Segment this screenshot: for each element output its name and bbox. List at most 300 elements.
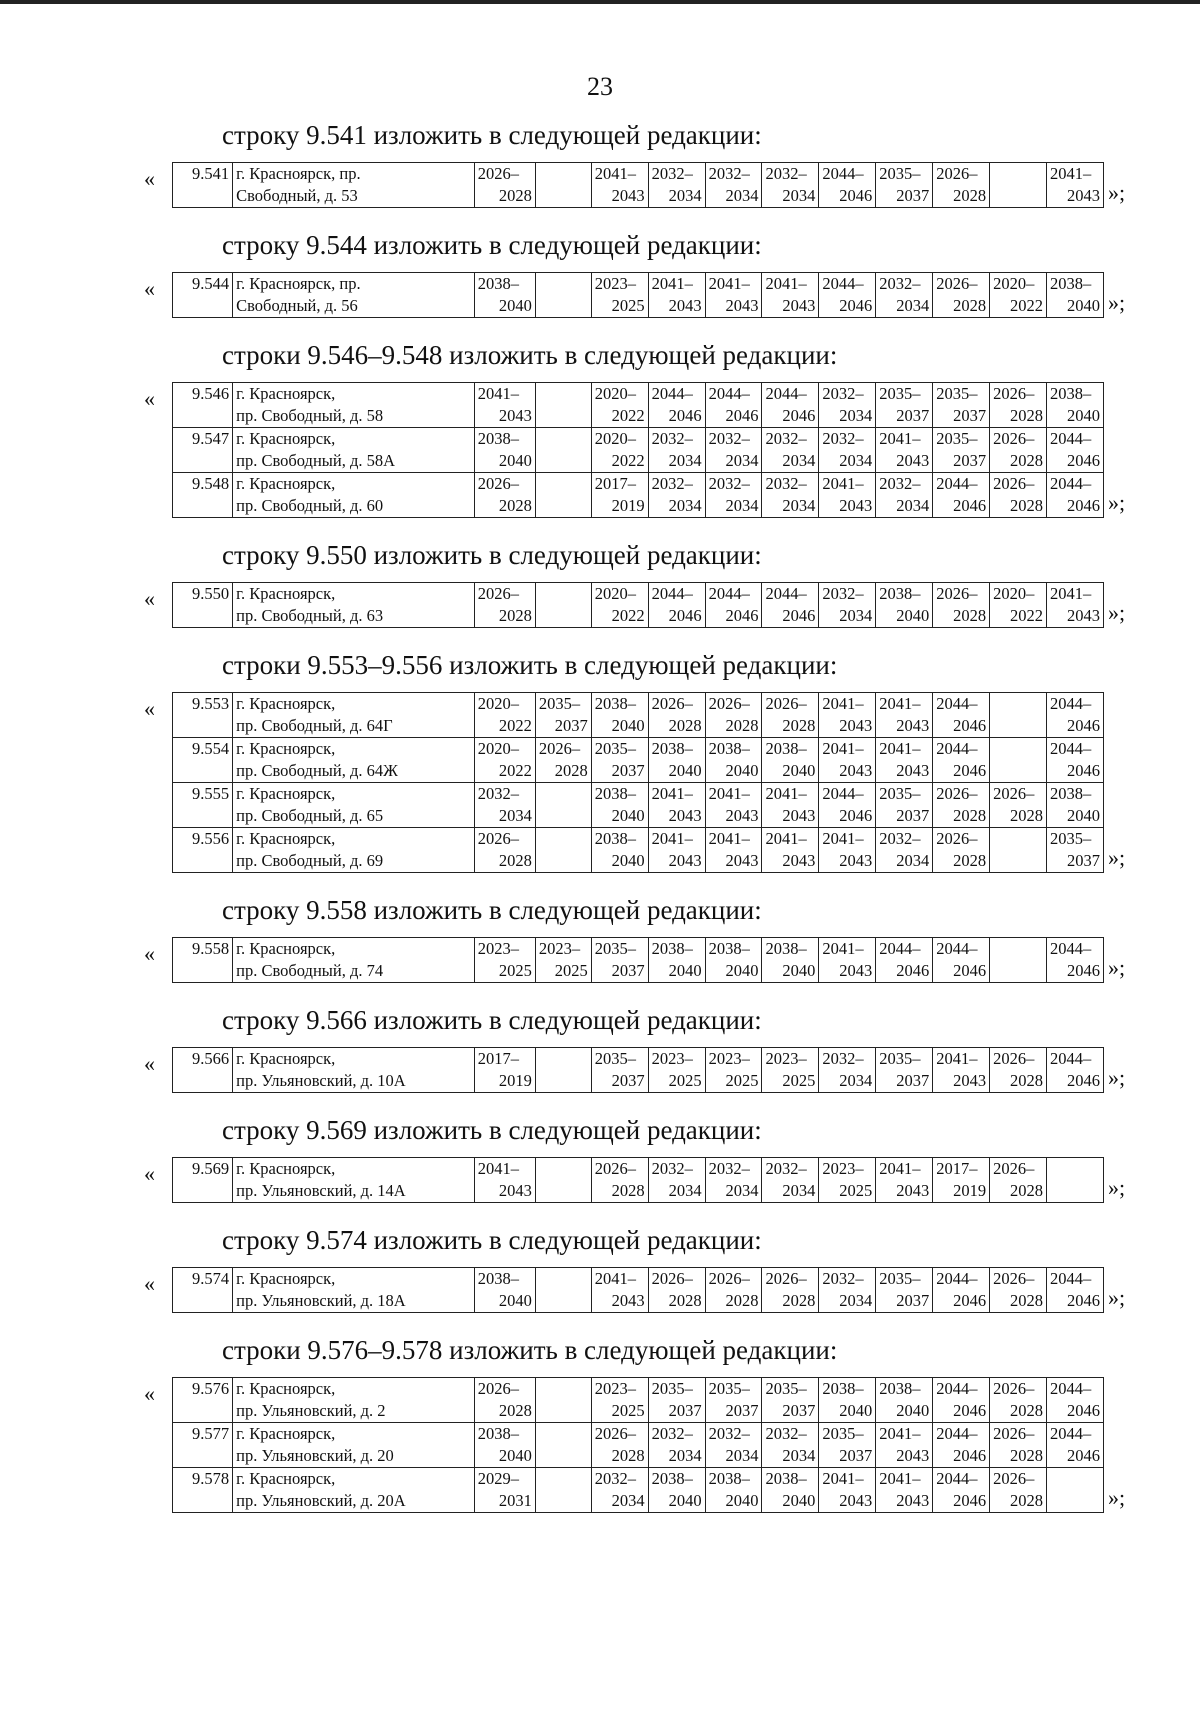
year-range-cell: [762, 1468, 819, 1513]
year-end: 2043: [668, 851, 702, 870]
address-line-1: г. Красноярск,: [236, 474, 336, 493]
address-line-2: пр. Ульяновский, д. 20А: [236, 1491, 406, 1510]
year-end: 2043: [839, 1491, 873, 1510]
year-range-cell: [535, 1268, 591, 1313]
year-range-cell: [474, 938, 535, 983]
year-range-cell: [819, 428, 876, 473]
year-start: 2020–: [594, 584, 636, 603]
year-end: 2028: [953, 186, 987, 205]
year-start: 2041–: [477, 1159, 519, 1178]
year-end: 2040: [725, 1491, 759, 1510]
year-start: [993, 163, 1043, 185]
year-end: 2037: [953, 451, 987, 470]
table-row: [173, 1268, 1104, 1313]
year-range-cell: [474, 428, 535, 473]
year-start: 2032–: [822, 1049, 864, 1068]
year-range-cell: [876, 1268, 933, 1313]
year-start: 2026–: [538, 739, 581, 758]
year-range-cell: [933, 1158, 990, 1203]
year-range-cell: [535, 273, 591, 318]
opening-quote: «: [144, 166, 155, 191]
year-end: [539, 495, 588, 517]
section-heading: строку 9.550 изложить в следующей редакции:: [222, 540, 762, 570]
year-range-cell: [705, 273, 762, 318]
year-range-cell: [535, 383, 591, 428]
year-start: 2038–: [594, 829, 636, 848]
year-end: 2034: [782, 496, 816, 515]
year-end: 2037: [554, 716, 588, 735]
year-end: 2037: [896, 406, 930, 425]
year-range-cell: [474, 1378, 535, 1423]
year-start: 2026–: [993, 1379, 1035, 1398]
year-range-cell: [591, 1423, 648, 1468]
year-start: 2041–: [765, 274, 807, 293]
year-end: 2028: [1010, 406, 1043, 425]
year-end: 2028: [1010, 806, 1043, 825]
amendment-section: [0, 1113, 1200, 1203]
year-start: 2038–: [1050, 274, 1092, 293]
year-end: 2028: [498, 186, 532, 205]
year-range-cell: [1047, 1158, 1104, 1203]
year-end: 2034: [668, 186, 702, 205]
year-start: [539, 828, 588, 850]
row-number: 9.556: [173, 828, 233, 873]
year-start: 2041–: [1050, 584, 1092, 603]
year-start: 2026–: [477, 474, 519, 493]
year-end: 2028: [953, 606, 987, 625]
year-start: 2026–: [936, 829, 978, 848]
address-line-1: г. Красноярск, пр.: [236, 274, 361, 293]
year-end: 2037: [611, 961, 645, 980]
row-number: 9.558: [173, 938, 233, 983]
year-range-cell: [648, 1423, 705, 1468]
address-line-2: пр. Ульяновский, д. 2: [236, 1401, 386, 1420]
address-line-1: г. Красноярск,: [236, 829, 336, 848]
amendment-table: [172, 937, 1104, 983]
year-start: 2038–: [765, 1469, 807, 1488]
year-start: 2044–: [765, 384, 807, 403]
address-line-2: пр. Свободный, д. 60: [236, 496, 384, 515]
year-end: 2028: [1010, 451, 1043, 470]
year-range-cell: [474, 1423, 535, 1468]
year-range-cell: [990, 473, 1047, 518]
year-start: 2041–: [822, 829, 864, 848]
year-end: 2028: [611, 1181, 645, 1200]
year-range-cell: [591, 938, 648, 983]
year-start: 2044–: [936, 1469, 978, 1488]
year-range-cell: [705, 828, 762, 873]
year-end: 2034: [668, 451, 702, 470]
year-end: 2046: [668, 406, 702, 425]
year-range-cell: [933, 738, 990, 783]
year-start: [539, 1378, 588, 1400]
year-end: 2022: [611, 451, 645, 470]
year-start: [1050, 1158, 1100, 1180]
year-start: 2041–: [822, 939, 864, 958]
year-range-cell: [474, 273, 535, 318]
year-end: 2043: [839, 716, 873, 735]
year-start: 2032–: [765, 1159, 807, 1178]
year-end: 2046: [1067, 1291, 1100, 1310]
year-end: 2043: [611, 1291, 645, 1310]
year-range-cell: [705, 163, 762, 208]
year-start: 2044–: [1050, 1269, 1092, 1288]
year-range-cell: [819, 383, 876, 428]
year-range-cell: [819, 1423, 876, 1468]
year-start: 2041–: [879, 429, 921, 448]
address-line-1: г. Красноярск,: [236, 1424, 336, 1443]
year-start: 2032–: [822, 584, 864, 603]
year-end: 2046: [839, 296, 873, 315]
year-end: 2040: [668, 961, 702, 980]
year-end: 2025: [554, 961, 588, 980]
year-start: 2026–: [765, 1269, 807, 1288]
year-start: 2041–: [594, 164, 636, 183]
address-cell: [233, 1158, 475, 1203]
year-end: 2046: [839, 806, 873, 825]
year-start: 2038–: [765, 939, 807, 958]
year-range-cell: [933, 383, 990, 428]
year-end: 2025: [611, 1401, 645, 1420]
address-line-1: г. Красноярск,: [236, 584, 336, 603]
year-start: 2032–: [708, 1159, 750, 1178]
year-end: 2037: [896, 806, 930, 825]
year-end: 2040: [725, 761, 759, 780]
year-range-cell: [819, 163, 876, 208]
year-end: 2025: [839, 1181, 873, 1200]
year-start: 2038–: [651, 939, 693, 958]
year-start: [1050, 1468, 1100, 1490]
year-start: 2044–: [651, 584, 693, 603]
year-end: 2034: [896, 496, 930, 515]
table-row: [173, 163, 1104, 208]
year-end: 2019: [953, 1181, 987, 1200]
address-cell: [233, 383, 475, 428]
year-range-cell: [474, 1268, 535, 1313]
year-end: 2028: [1010, 496, 1043, 515]
year-end: [539, 450, 588, 472]
year-end: 2025: [611, 296, 645, 315]
year-start: 2041–: [651, 829, 693, 848]
year-start: 2035–: [879, 384, 921, 403]
year-range-cell: [990, 738, 1047, 783]
year-range-cell: [591, 1468, 648, 1513]
year-end: 2040: [1067, 806, 1100, 825]
year-range-cell: [705, 428, 762, 473]
year-end: 2025: [498, 961, 532, 980]
row-number: 9.550: [173, 583, 233, 628]
address-cell: [233, 693, 475, 738]
year-end: 2040: [782, 961, 816, 980]
year-range-cell: [876, 273, 933, 318]
year-end: 2034: [782, 451, 816, 470]
year-range-cell: [876, 473, 933, 518]
year-end: 2022: [1010, 606, 1043, 625]
table-row: [173, 738, 1104, 783]
year-start: 2041–: [594, 1269, 636, 1288]
year-range-cell: [876, 1378, 933, 1423]
closing-quote: »;: [1108, 955, 1126, 980]
table-row: [173, 828, 1104, 873]
address-line-2: пр. Свободный, д. 63: [236, 606, 384, 625]
amendment-table: [172, 692, 1104, 873]
year-range-cell: [876, 163, 933, 208]
amendment-table: [172, 162, 1104, 208]
year-start: 2038–: [1050, 784, 1092, 803]
year-end: [539, 1490, 588, 1512]
year-range-cell: [1047, 783, 1104, 828]
year-start: 2035–: [651, 1379, 693, 1398]
year-start: 2044–: [936, 694, 978, 713]
year-start: 2044–: [936, 1379, 978, 1398]
year-range-cell: [990, 428, 1047, 473]
year-start: 2026–: [993, 784, 1035, 803]
year-start: 2026–: [594, 1424, 636, 1443]
year-start: 2032–: [708, 429, 750, 448]
year-range-cell: [535, 738, 591, 783]
year-range-cell: [648, 783, 705, 828]
amendment-section: [0, 1223, 1200, 1313]
amendment-section: [0, 538, 1200, 628]
year-range-cell: [705, 693, 762, 738]
year-range-cell: [705, 1268, 762, 1313]
address-line-2: Свободный, д. 56: [236, 296, 358, 315]
year-end: [993, 185, 1043, 207]
year-range-cell: [990, 783, 1047, 828]
year-end: 2046: [1067, 761, 1100, 780]
opening-quote: «: [144, 1051, 155, 1076]
year-start: 2041–: [822, 739, 864, 758]
row-number: 9.554: [173, 738, 233, 783]
year-end: 2040: [839, 1401, 873, 1420]
year-range-cell: [762, 1268, 819, 1313]
year-start: 2029–: [477, 1469, 519, 1488]
year-range-cell: [819, 473, 876, 518]
year-end: [993, 960, 1043, 982]
year-range-cell: [876, 1468, 933, 1513]
year-range-cell: [648, 1378, 705, 1423]
year-start: 2044–: [1050, 739, 1092, 758]
year-end: 2043: [498, 1181, 532, 1200]
address-line-2: пр. Свободный, д. 58: [236, 406, 384, 425]
year-range-cell: [933, 693, 990, 738]
address-line-2: пр. Свободный, д. 64Ж: [236, 761, 398, 780]
year-range-cell: [876, 428, 933, 473]
closing-quote: »;: [1108, 1285, 1126, 1310]
year-end: 2022: [1010, 296, 1043, 315]
year-range-cell: [648, 1158, 705, 1203]
year-end: 2043: [1067, 606, 1100, 625]
opening-quote: «: [144, 696, 155, 721]
closing-quote: »;: [1108, 180, 1126, 205]
year-range-cell: [1047, 693, 1104, 738]
year-start: 2032–: [765, 1424, 807, 1443]
year-end: 2037: [668, 1401, 702, 1420]
year-range-cell: [705, 783, 762, 828]
year-range-cell: [819, 273, 876, 318]
year-range-cell: [1047, 828, 1104, 873]
address-line-2: пр. Свободный, д. 65: [236, 806, 384, 825]
year-range-cell: [819, 1158, 876, 1203]
amendment-table-wrap: [144, 162, 1200, 208]
closing-quote: »;: [1108, 600, 1126, 625]
year-range-cell: [990, 163, 1047, 208]
year-end: 2043: [896, 761, 930, 780]
year-start: [539, 473, 588, 495]
year-end: 2028: [953, 851, 987, 870]
year-range-cell: [990, 383, 1047, 428]
year-range-cell: [591, 383, 648, 428]
amendment-table-wrap: [144, 272, 1200, 318]
row-number: 9.555: [173, 783, 233, 828]
opening-quote: «: [144, 1161, 155, 1186]
opening-quote: «: [144, 941, 155, 966]
address-line-1: г. Красноярск,: [236, 1269, 336, 1288]
address-cell: [233, 428, 475, 473]
year-end: 2028: [1010, 1401, 1043, 1420]
year-end: 2034: [725, 1446, 759, 1465]
address-line-1: г. Красноярск,: [236, 1159, 336, 1178]
year-start: 2032–: [879, 829, 921, 848]
year-start: 2041–: [822, 474, 864, 493]
year-range-cell: [535, 1378, 591, 1423]
amendment-table-wrap: [144, 1047, 1200, 1093]
year-start: 2044–: [708, 384, 750, 403]
year-range-cell: [474, 693, 535, 738]
address-line-1: г. Красноярск,: [236, 694, 336, 713]
amendment-table: [172, 582, 1104, 628]
year-start: 2032–: [765, 164, 807, 183]
address-cell: [233, 828, 475, 873]
amendment-table: [172, 1377, 1104, 1513]
address-line-2: пр. Ульяновский, д. 14А: [236, 1181, 406, 1200]
year-start: 2044–: [936, 939, 978, 958]
closing-quote: »;: [1108, 290, 1126, 315]
year-range-cell: [591, 273, 648, 318]
year-range-cell: [474, 383, 535, 428]
year-range-cell: [876, 693, 933, 738]
year-range-cell: [648, 738, 705, 783]
year-end: 2043: [668, 806, 702, 825]
address-line-2: пр. Свободный, д. 58А: [236, 451, 396, 470]
year-range-cell: [648, 383, 705, 428]
year-start: 2017–: [594, 474, 636, 493]
year-range-cell: [648, 828, 705, 873]
year-start: 2032–: [594, 1469, 636, 1488]
year-range-cell: [990, 583, 1047, 628]
year-start: 2020–: [594, 429, 636, 448]
year-start: 2038–: [879, 1379, 921, 1398]
year-start: 2044–: [936, 474, 978, 493]
year-end: [539, 1290, 588, 1312]
year-range-cell: [762, 783, 819, 828]
year-start: 2041–: [765, 784, 807, 803]
year-start: [539, 1158, 588, 1180]
year-range-cell: [876, 938, 933, 983]
year-end: 2028: [1010, 1291, 1043, 1310]
year-end: 2028: [498, 606, 532, 625]
year-start: 2044–: [1050, 939, 1092, 958]
row-number: 9.547: [173, 428, 233, 473]
year-range-cell: [591, 1158, 648, 1203]
year-range-cell: [933, 1378, 990, 1423]
year-end: 2046: [725, 406, 759, 425]
year-end: 2031: [498, 1491, 532, 1510]
year-range-cell: [474, 1468, 535, 1513]
year-start: [993, 693, 1043, 715]
year-start: 2026–: [651, 1269, 693, 1288]
year-end: 2022: [498, 716, 532, 735]
year-end: 2034: [782, 186, 816, 205]
year-range-cell: [1047, 1378, 1104, 1423]
year-range-cell: [819, 693, 876, 738]
row-number: 9.576: [173, 1378, 233, 1423]
year-end: 2037: [953, 406, 987, 425]
year-start: 2026–: [477, 1379, 519, 1398]
year-range-cell: [648, 473, 705, 518]
year-start: 2035–: [822, 1424, 864, 1443]
year-start: 2017–: [477, 1049, 519, 1068]
year-range-cell: [819, 738, 876, 783]
year-end: 2034: [839, 406, 873, 425]
table-row: [173, 428, 1104, 473]
year-end: 2046: [953, 1401, 987, 1420]
year-start: 2032–: [708, 1424, 750, 1443]
year-range-cell: [819, 1048, 876, 1093]
opening-quote: «: [144, 276, 155, 301]
amendment-table-wrap: [144, 1157, 1200, 1203]
year-range-cell: [1047, 473, 1104, 518]
table-row: [173, 938, 1104, 983]
amendment-section: [0, 893, 1200, 983]
amendment-section: [0, 648, 1200, 873]
year-end: [539, 605, 588, 627]
year-range-cell: [762, 1423, 819, 1468]
year-end: 2040: [498, 1291, 532, 1310]
year-range-cell: [933, 473, 990, 518]
year-end: 2034: [725, 451, 759, 470]
year-end: 2028: [611, 1446, 645, 1465]
year-range-cell: [933, 273, 990, 318]
year-end: 2028: [1010, 1181, 1043, 1200]
year-range-cell: [762, 473, 819, 518]
year-start: 2032–: [651, 474, 693, 493]
year-end: [539, 850, 588, 872]
row-number: 9.577: [173, 1423, 233, 1468]
year-end: [1050, 1490, 1100, 1512]
year-end: 2046: [1067, 1401, 1100, 1420]
year-range-cell: [535, 693, 591, 738]
year-start: 2023–: [651, 1049, 693, 1068]
row-number: 9.544: [173, 273, 233, 318]
year-start: 2038–: [651, 1469, 693, 1488]
address-line-2: пр. Ульяновский, д. 10А: [236, 1071, 406, 1090]
year-start: 2032–: [651, 429, 693, 448]
year-start: 2020–: [594, 384, 636, 403]
year-end: 2034: [896, 851, 930, 870]
year-start: 2023–: [594, 1379, 636, 1398]
year-start: 2035–: [936, 429, 978, 448]
year-end: 2034: [668, 1181, 702, 1200]
amendment-table: [172, 1267, 1104, 1313]
year-range-cell: [876, 828, 933, 873]
year-range-cell: [591, 783, 648, 828]
year-range-cell: [990, 1268, 1047, 1313]
row-number: 9.574: [173, 1268, 233, 1313]
year-range-cell: [474, 828, 535, 873]
year-start: 2032–: [879, 474, 921, 493]
year-range-cell: [535, 1423, 591, 1468]
